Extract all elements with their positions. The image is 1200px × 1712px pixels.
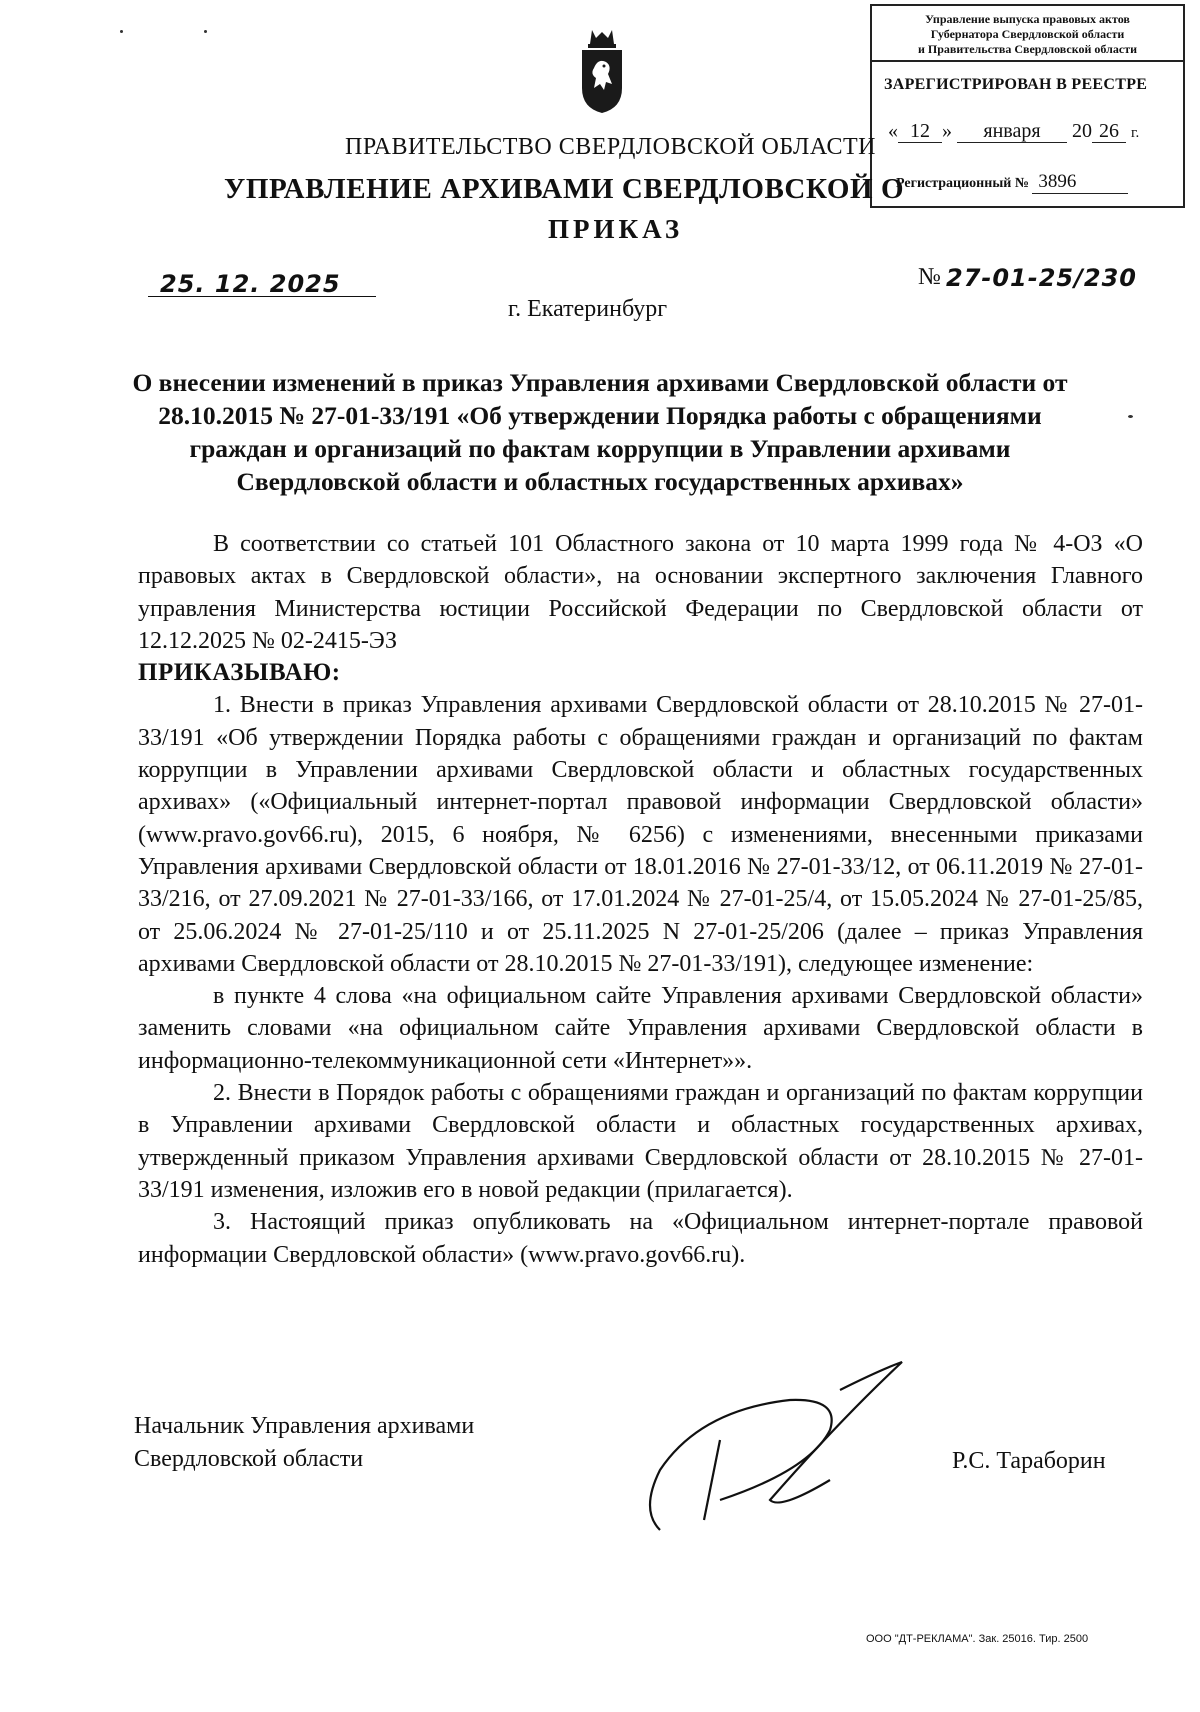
item-1-paragraph: 1. Внести в приказ Управления архивами Свердловской области от 28.10.2015 № 27-01-33/191 «Об утверждении Порядка работы с обращениями граждан и организаций по фактам коррупции в Управлении архивами Свердловской области и областных государственных архивах» («Официальный интернет-портал правовой информации Свердловской области» (www.pravo.gov66.ru), 2015, 6 ноября, № 6256) с изменениями, внесенными приказами Управления архивами Свердловской области от 18.01.2016 № 27-01-33/12, от 06.11.2019 № 27-01-33/216, от 27.09.2021 № 27-01-33/166, от 17.01.2024 № 27-01-25/4, от 15.05.2024 № 27-01-25/85, от 25.06.2024 № 27-01-25/110 и от 25.11.2025 N 27-01-25/206 (далее – приказ Управления архивами Свердловской области от 28.10.2015 № 27-01-33/191), следующее изменение: [138,692,1143,977]
city: г. Екатеринбург [508,296,668,322]
government-title: ПРАВИТЕЛЬСТВО СВЕРДЛОВСКОЙ ОБЛАСТИ [345,134,876,160]
stamp-header [872,6,1183,62]
stamp-close-quote: » [942,120,952,142]
stamp-header-line: и Правительства Свердловской области [918,42,1137,56]
stamp-year-abbr: г. [1131,125,1140,141]
signatory-name: Р.С. Тараборин [952,1448,1106,1474]
stamp-month: января [957,120,1067,143]
number-sign: № [918,264,941,290]
stamp-header-line: Губернатора Свердловской области [930,27,1125,41]
printer-imprint: ООО "ДТ-РЕКЛАМА". Зак. 25016. Тир. 2500 [866,1633,1089,1645]
document-subject: О внесении изменений в приказ Управления архивами Свердловской области от 28.10.2015 № 27-01-33/191 «Об утверждении Порядка работы с обращениями граждан и организаций по фактам коррупции в Управлении архивами Свердловской области и областных государственных архивах» [132,368,1068,496]
signatory-role-line: Свердловской области [134,1446,364,1472]
scan-speck [204,30,207,33]
stamp-day: 12 [898,120,942,143]
date-underline [148,296,376,297]
document-body [138,528,1143,1271]
item-1-change-paragraph: в пункте 4 слова «на официальном сайте Управления архивами Свердловской области» заменить словами «на официальном сайте Управления архивами Свердловской области в информационно-телекоммуникационной сети «Интернет»». [138,983,1143,1074]
stamp-registered-label: ЗАРЕГИСТРИРОВАН В РЕЕСТРЕ [884,76,1148,93]
coat-of-arms-icon [578,28,626,114]
item-2-paragraph: 2. Внести в Порядок работы с обращениями граждан и организаций по фактам коррупции в Управлении архивами Свердловской области и областных государственных архивах, утвержденный приказом Управления архивами Свердловской области от 28.10.2015 № 27-01-33/191 изменения, изложив его в новой редакции (прилагается). [138,1080,1143,1203]
item-3-paragraph: 3. Настоящий приказ опубликовать на «Официальном интернет-портале правовой информации Свердловской области» (www.pravo.gov66.ru). [138,1209,1143,1268]
stamp-year-prefix: 20 [1072,120,1092,142]
handwritten-number: 27-01-25/230 [946,264,1137,292]
stamp-open-quote: « [888,120,898,142]
stamp-reg-value: 3896 [1032,171,1128,194]
handwritten-date: 25. 12. 2025 [160,270,341,298]
registration-stamp [870,4,1185,208]
stamp-reg-label: Регистрационный № [896,176,1029,191]
scan-speck [1128,415,1133,418]
scan-speck [120,30,123,33]
stamp-header-line: Управление выпуска правовых актов [925,12,1130,26]
signatory-role-line: Начальник Управления архивами [134,1413,475,1439]
preamble-paragraph: В соответствии со статьей 101 Областного закона от 10 марта 1999 года № 4-ОЗ «О правовых актах в Свердловской области», на основании экспертного заключения Главного управления Министерства юстиции Российской Федерации по Свердловской области от 12.12.2025 № 02-2415-ЭЗ [138,531,1143,654]
department-title: УПРАВЛЕНИЕ АРХИВАМИ СВЕРДЛОВСКОЙ О [224,173,905,205]
stamp-date [888,120,1139,143]
document-type: ПРИКАЗ [548,214,684,244]
signatory-role [134,1410,474,1476]
stamp-reg-number [896,171,1128,194]
handwritten-signature [640,1360,910,1540]
stamp-year-suffix: 26 [1092,120,1126,143]
command-word: ПРИКАЗЫВАЮ: [138,659,341,687]
